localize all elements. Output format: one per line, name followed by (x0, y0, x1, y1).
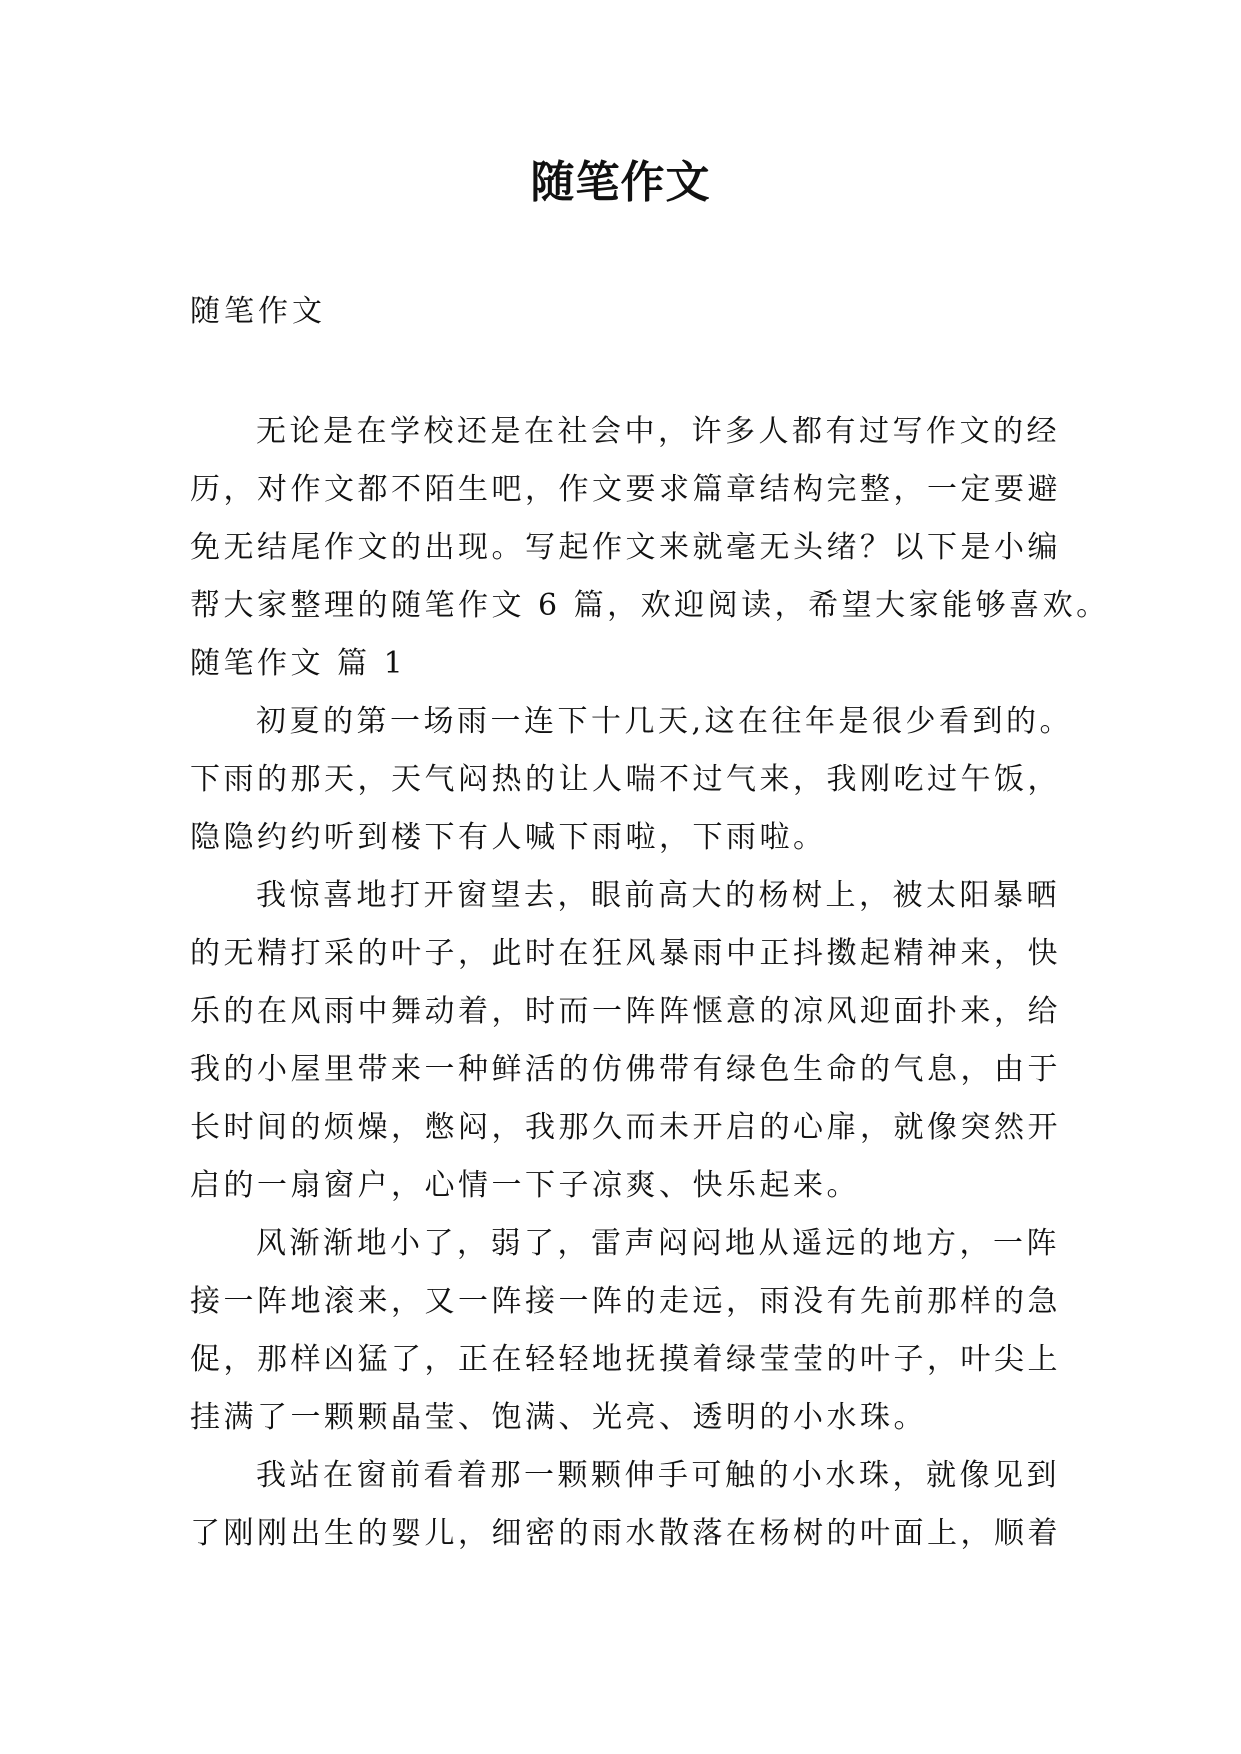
text-line: 的无精打采的叶子，此时在狂风暴雨中正抖擞起精神来，快 (190, 936, 1061, 971)
text-line: 挂满了一颗颗晶莹、饱满、光亮、透明的小水珠。 (190, 1400, 927, 1435)
document-body (190, 403, 1110, 1563)
text-line: 隐隐约约听到楼下有人喊下雨啦，下雨啦。 (190, 820, 827, 855)
document-subtitle: 随笔作文 (190, 294, 326, 329)
text-line: 下雨的那天，天气闷热的让人喘不过气来，我刚吃过午饭， (190, 762, 1061, 797)
text-line: 启的一扇窗户，心情一下子凉爽、快乐起来。 (190, 1168, 860, 1203)
text-line: 促，那样凶猛了，正在轻轻地抚摸着绿莹莹的叶子，叶尖上 (190, 1342, 1061, 1377)
text-line: 风渐渐地小了，弱了，雷声闷闷地从遥远的地方，一阵 (256, 1226, 1060, 1261)
text-line: 长时间的烦燥，憋闷，我那久而未开启的心扉，就像突然开 (190, 1110, 1061, 1145)
text-line: 历，对作文都不陌生吧，作文要求篇章结构完整，一定要避 (190, 472, 1061, 507)
text-line: 帮大家整理的随笔作文 6 篇，欢迎阅读，希望大家能够喜欢。 (190, 588, 1110, 623)
text-line: 免无结尾作文的出现。写起作文来就毫无头绪？以下是小编 (190, 530, 1061, 565)
text-line: 了刚刚出生的婴儿，细密的雨水散落在杨树的叶面上，顺着 (190, 1516, 1061, 1551)
text-line: 无论是在学校还是在社会中，许多人都有过写作文的经 (256, 414, 1060, 449)
text-line: 我惊喜地打开窗望去，眼前高大的杨树上，被太阳暴晒 (256, 878, 1060, 913)
text-line: 我的小屋里带来一种鲜活的仿佛带有绿色生命的气息，由于 (190, 1052, 1061, 1087)
text-line: 接一阵地滚来，又一阵接一阵的走远，雨没有先前那样的急 (190, 1284, 1061, 1319)
section-heading: 随笔作文 篇 1 (190, 646, 407, 681)
document-title: 随笔作文 (530, 157, 711, 208)
text-line: 乐的在风雨中舞动着，时而一阵阵惬意的凉风迎面扑来，给 (190, 994, 1061, 1029)
text-line: 我站在窗前看着那一颗颗伸手可触的小水珠，就像见到 (256, 1458, 1060, 1493)
text-line: 初夏的第一场雨一连下十几天,这在往年是很少看到的。 (256, 704, 1074, 739)
